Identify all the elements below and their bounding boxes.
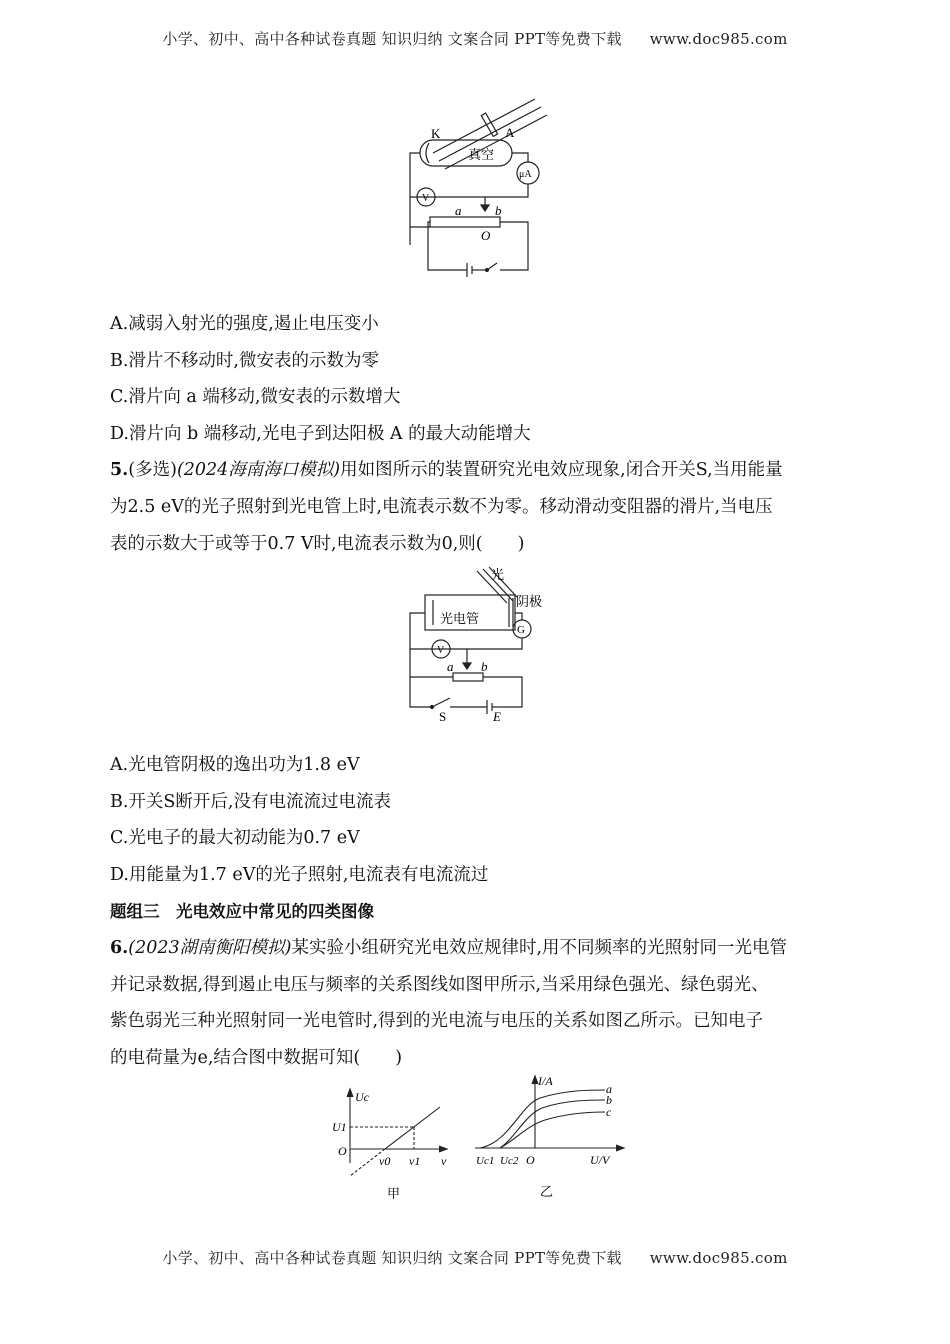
- q4-option-b: B.滑片不移动时,微安表的示数为零: [110, 351, 379, 371]
- label-tube: 光电管: [440, 612, 480, 627]
- q5-number: 5.: [110, 460, 129, 480]
- q4-option-c: C.滑片向 a 端移动,微安表的示数增大: [110, 387, 401, 407]
- q6-line1: 某实验小组研究光电效应规律时,用不同频率的光照射同一光电管: [291, 938, 788, 958]
- label-Uc2: Uc2: [500, 1155, 519, 1167]
- cathode: [426, 143, 429, 163]
- curve-b: [500, 1100, 605, 1148]
- label-xlabel: U/V: [590, 1153, 610, 1167]
- curve-c: [500, 1112, 605, 1148]
- label-A: A: [505, 125, 515, 140]
- rheostat: [453, 673, 483, 681]
- label-b: b: [495, 203, 502, 218]
- q6-number: 6.: [110, 938, 129, 958]
- switch: [432, 698, 450, 707]
- label-O: O: [338, 1144, 347, 1158]
- figure-phototube-galvanometer: [405, 565, 545, 725]
- q5-source: (2024海南海口模拟): [176, 460, 341, 480]
- label-b: b: [606, 1093, 612, 1107]
- curve-a: [480, 1090, 605, 1148]
- label-V: V: [437, 645, 445, 656]
- q6-line3: 紫色弱光三种光照射同一光电管时,得到的光电流与电压的关系如图乙所示。已知电子: [110, 1011, 764, 1031]
- figure-phototube-circuit: [395, 95, 555, 285]
- page-footer: [0, 1247, 950, 1268]
- figure-jia-graph: [325, 1085, 455, 1205]
- q5-stem-line1: [110, 458, 850, 482]
- light-ray: [433, 99, 535, 153]
- footer-site: www.doc985.com: [649, 1249, 788, 1267]
- label-Uc1: Uc1: [476, 1155, 495, 1167]
- q6-line2: 并记录数据,得到遏止电压与频率的关系图线如图甲所示,当采用绿色强光、绿色弱光、: [110, 975, 769, 995]
- light-ray: [445, 115, 547, 169]
- label-voltmeter: V: [422, 193, 430, 204]
- label-a: a: [455, 203, 462, 218]
- caption-jia: 甲: [387, 1187, 401, 1202]
- label-microammeter: μA: [519, 169, 532, 180]
- label-b: b: [481, 659, 488, 674]
- label-U1: U1: [332, 1120, 347, 1134]
- label-O: O: [481, 228, 491, 243]
- anode: [481, 113, 497, 136]
- label-xlabel: ν: [441, 1154, 447, 1168]
- label-c: c: [606, 1105, 612, 1119]
- figure-yi-graph: [470, 1070, 630, 1205]
- header-site: www.doc985.com: [649, 30, 788, 48]
- label-cathode: 阴极: [516, 595, 543, 610]
- label-a: a: [447, 659, 454, 674]
- label-E: E: [493, 709, 501, 724]
- q4-option-d: D.滑片向 b 端移动,光电子到达阳极 A 的最大动能增大: [110, 424, 531, 444]
- q6-stem-line1: [110, 936, 850, 960]
- label-G: G: [517, 624, 525, 636]
- q6-line4: 的电荷量为e,结合图中数据可知( ): [110, 1048, 403, 1068]
- label-ylabel: Uc: [355, 1090, 369, 1104]
- label-O: O: [526, 1153, 535, 1167]
- label-vacuum: 真空: [468, 148, 495, 163]
- q4-option-a: A.减弱入射光的强度,遏止电压变小: [110, 314, 379, 334]
- q5-tag: (多选): [128, 460, 177, 480]
- label-ylabel: I/A: [538, 1074, 553, 1088]
- rheostat: [430, 217, 500, 227]
- q5-option-d: D.用能量为1.7 eV的光子照射,电流表有电流流过: [110, 865, 489, 885]
- q5-line1: 用如图所示的装置研究光电效应现象,闭合开关S,当用能量: [340, 460, 783, 480]
- header-text: 小学、初中、高中各种试卷真题 知识归纳 文案合同 PPT等免费下载: [162, 30, 622, 48]
- q5-line3: 表的示数大于或等于0.7 V时,电流表示数为0,则( ): [110, 534, 525, 554]
- label-light: 光: [491, 568, 505, 583]
- q6-source: (2023湖南衡阳模拟): [128, 938, 292, 958]
- section-heading: 题组三 光电效应中常见的四类图像: [110, 902, 374, 921]
- page-header: [0, 28, 950, 49]
- label-K: K: [431, 126, 441, 141]
- caption-yi: 乙: [540, 1185, 554, 1200]
- q5-option-a: A.光电管阴极的逸出功为1.8 eV: [110, 755, 360, 775]
- label-S: S: [439, 709, 447, 724]
- q5-line2: 为2.5 eV的光子照射到光电管上时,电流表示数不为零。移动滑动变阻器的滑片,当电压: [110, 497, 773, 517]
- uc-line: [385, 1107, 440, 1149]
- q5-option-b: B.开关S断开后,没有电流流过电流表: [110, 792, 391, 812]
- q5-option-c: C.光电子的最大初动能为0.7 eV: [110, 828, 360, 848]
- footer-text: 小学、初中、高中各种试卷真题 知识归纳 文案合同 PPT等免费下载: [162, 1249, 622, 1267]
- label-v0: ν0: [379, 1154, 391, 1168]
- label-a: a: [606, 1082, 612, 1096]
- label-v1: ν1: [409, 1154, 421, 1168]
